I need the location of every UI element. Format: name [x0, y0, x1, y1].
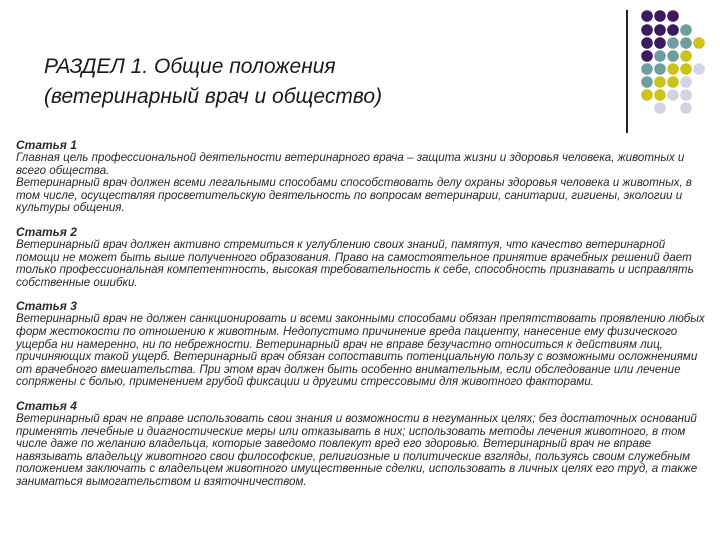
slide-body: [16, 139, 706, 499]
decorative-dot: [641, 76, 653, 88]
decorative-dot: [641, 50, 653, 62]
decorative-dot: [667, 89, 679, 101]
decorative-dot: [680, 63, 692, 75]
decorative-dot-grid: [0, 0, 720, 140]
decorative-dot: [667, 50, 679, 62]
decorative-dot: [641, 24, 653, 36]
article-heading: Статья 4: [16, 398, 77, 413]
decorative-dot: [667, 37, 679, 49]
article-1: [16, 139, 706, 215]
decorative-dot: [654, 10, 666, 22]
article-heading: Статья 2: [16, 224, 77, 239]
decorative-dot: [680, 37, 692, 49]
title-line-1: РАЗДЕЛ 1. Общие положения: [44, 55, 336, 78]
decorative-dot: [680, 102, 692, 114]
decorative-dot: [654, 63, 666, 75]
decorative-dot: [654, 50, 666, 62]
decorative-dot: [680, 89, 692, 101]
decorative-dot: [654, 89, 666, 101]
decorative-dot: [693, 37, 705, 49]
decorative-dot: [680, 76, 692, 88]
article-heading: Статья 1: [16, 138, 77, 152]
decorative-dot: [641, 89, 653, 101]
article-paragraph: Ветеринарный врач должен активно стремиться к углублению своих знаний, памятуя, что качество ветеринарной помощи не может быть выше полученного образования. Право на самостоятельное принятие врачебных решений дает только профессиональная компетентность, высокая требовательность к себе, способность признавать и исправлять собственные ошибки.: [16, 237, 694, 289]
decorative-dot: [654, 37, 666, 49]
decorative-dot: [667, 76, 679, 88]
decorative-dot: [641, 37, 653, 49]
article-2: [16, 226, 706, 289]
decorative-dot: [654, 24, 666, 36]
decorative-dot: [680, 24, 692, 36]
decorative-dot: [667, 10, 679, 22]
decorative-dot: [641, 10, 653, 22]
article-paragraph: Ветеринарный врач должен всеми легальными способами способствовать делу охраны здоровья человека и животных, в том числе, осуществляя просветительскую деятельность по вопросам ветеринарии, санитарии, гигиены, экологии и культуры общения.: [16, 176, 692, 215]
article-paragraph: Ветеринарный врач не вправе использовать свои знания и возможности в негуманных целях; без достаточных оснований применять лечебные и диагностические меры или отказывать в них; использовать методы лечения животного, в том числе даже по желанию владельца, которые заведомо повлекут вред его здоровью. Ветеринарный врач не вправе навязывать владельцу животного свои философские, религиозные и политические взгляды, пользуясь своим служебным положением заключать с владельцем животного имущественные сделки, использовать в личных целях его труд, а также заниматься вымогательством и взяточничеством.: [16, 411, 698, 488]
article-4: [16, 400, 706, 489]
decorative-dot: [667, 63, 679, 75]
decorative-dot: [654, 76, 666, 88]
title-line-2: (ветеринарный врач и общество): [44, 85, 383, 108]
article-heading: Статья 3: [16, 299, 77, 314]
article-paragraph: Главная цель профессиональной деятельности ветеринарного врача – защита жизни и здоровья человека, животных и всего общества.: [16, 151, 685, 177]
decorative-dot: [680, 50, 692, 62]
decorative-dot: [667, 24, 679, 36]
article-3: [16, 300, 706, 389]
decorative-dot: [693, 63, 705, 75]
decorative-dot: [641, 63, 653, 75]
decorative-dot: [654, 102, 666, 114]
article-paragraph: Ветеринарный врач не должен санкционировать и всеми законными способами обязан препятствовать проявлению любых форм жестокости по отношению к животным. Недопустимо причинение вреда пациенту, нанесение ему физического ущерба ни намеренно, ни по небрежности. Ветеринарный врач не вправе безучастно относиться к действиям лиц, причиняющих такой ущерб. Ветеринарный врач обязан сопоставить потенциальную пользу с возможными осложнениями от врачебного вмешательства. При этом врач должен быть особенно внимательным, если обследование или лечение сопряжены с болью, применением грубой фиксации и другими стрессовыми для животного факторами.: [16, 312, 705, 389]
